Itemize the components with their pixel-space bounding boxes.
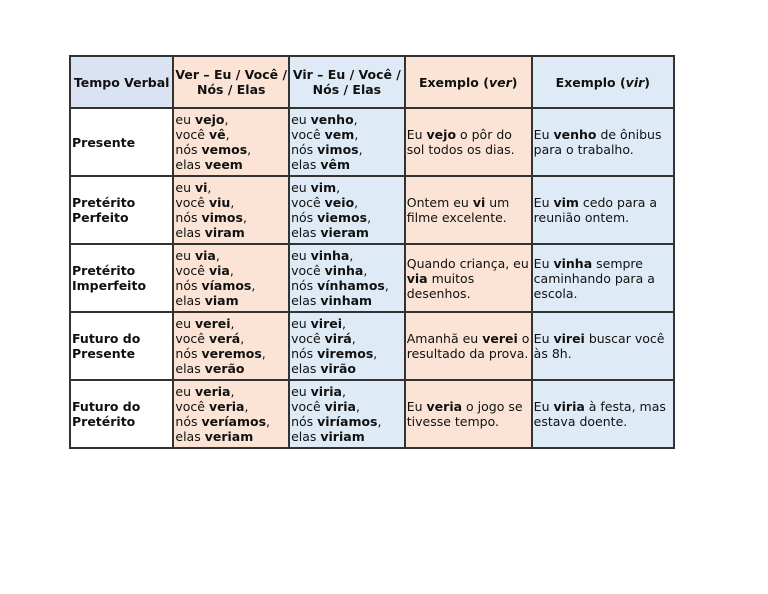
- exemplo-vir-cell: [532, 380, 674, 448]
- exemplo-ver-cell: [405, 108, 532, 176]
- pronoun: elas: [291, 225, 321, 240]
- verb-form: vimos: [201, 210, 243, 225]
- verb-form: vinham: [320, 293, 373, 308]
- verb-form: virei: [310, 316, 343, 331]
- vir-form-line: [291, 180, 403, 195]
- punctuation: ,: [230, 195, 235, 210]
- pronoun: eu: [291, 316, 311, 331]
- vir-form-line: [291, 384, 403, 399]
- example-after: o pôr do sol todos os dias.: [406, 127, 515, 157]
- verb-form: vêm: [320, 157, 351, 172]
- vir-form-line: [291, 331, 403, 346]
- verb-form: víamos: [201, 278, 252, 293]
- pronoun: elas: [175, 157, 205, 172]
- punctuation: ,: [341, 384, 346, 399]
- header-exemplo-ver-close: ): [511, 74, 518, 90]
- ver-form-line: [175, 127, 287, 142]
- exemplo-vir-sentence: [534, 399, 672, 429]
- header-exemplo-vir-close: ): [644, 74, 650, 90]
- verb-form: vemos: [201, 142, 248, 157]
- verb-form: via: [194, 248, 216, 263]
- ver-conjugation-cell: [173, 380, 289, 448]
- example-before: Eu: [533, 255, 554, 271]
- punctuation: ,: [224, 112, 229, 127]
- exemplo-ver-cell: [405, 312, 532, 380]
- verb-form: viria: [324, 399, 356, 414]
- verb-form: vimos: [317, 142, 359, 157]
- verb-form: vinha: [324, 263, 364, 278]
- pronoun: elas: [291, 361, 321, 376]
- verb-form: vi: [194, 180, 208, 195]
- punctuation: ,: [342, 316, 347, 331]
- pronoun: eu: [175, 316, 195, 331]
- example-verb: vejo: [426, 127, 457, 142]
- verb-form: veriam: [204, 429, 254, 444]
- pronoun: eu: [291, 112, 311, 127]
- pronoun: nós: [175, 210, 202, 225]
- example-verb: vinha: [553, 255, 593, 271]
- verb-form: venho: [310, 112, 354, 127]
- pronoun: elas: [291, 429, 321, 444]
- ver-form-line: [175, 142, 287, 157]
- exemplo-ver-sentence: [407, 399, 530, 429]
- punctuation: ,: [355, 399, 360, 414]
- header-exemplo-ver-verb: ver: [488, 74, 512, 90]
- header-exemplo-vir-verb: vir: [625, 74, 645, 90]
- pronoun: nós: [291, 346, 318, 361]
- punctuation: ,: [266, 414, 271, 429]
- example-before: Ontem eu: [406, 195, 473, 210]
- tempo-verbal-cell: Presente: [70, 108, 173, 176]
- verb-form: viremos: [317, 346, 374, 361]
- ver-form-line: [175, 263, 287, 278]
- verb-form: viam: [204, 293, 239, 308]
- example-after: um filme excelente.: [406, 195, 510, 225]
- example-verb: vim: [553, 195, 579, 210]
- ver-form-line: [175, 112, 287, 127]
- example-before: Eu: [533, 331, 554, 346]
- ver-conjugation-cell: [173, 176, 289, 244]
- pronoun: elas: [175, 429, 205, 444]
- example-verb: verei: [482, 331, 518, 346]
- vir-form-line: [291, 195, 403, 210]
- verb-form: viu: [208, 195, 231, 210]
- exemplo-ver-sentence: [407, 331, 530, 361]
- verb-form: vem: [324, 127, 355, 142]
- verb-form: virão: [320, 361, 356, 376]
- vir-form-line: [291, 248, 403, 263]
- header-row: [70, 56, 674, 108]
- vir-form-line: [291, 127, 403, 142]
- pronoun: você: [175, 331, 209, 346]
- tempo-verbal-cell: Pretérito Perfeito: [70, 176, 173, 244]
- tempo-verbal-cell: Futuro do Presente: [70, 312, 173, 380]
- punctuation: ,: [244, 399, 249, 414]
- ver-form-line: [175, 316, 287, 331]
- pronoun: elas: [291, 293, 321, 308]
- pronoun: você: [291, 195, 325, 210]
- example-after: buscar você às 8h.: [533, 331, 665, 361]
- verb-form: veremos: [201, 346, 262, 361]
- example-after: cedo para a reunião ontem.: [533, 195, 658, 225]
- exemplo-ver-cell: [405, 380, 532, 448]
- punctuation: ,: [242, 210, 247, 225]
- punctuation: ,: [336, 180, 341, 195]
- table-row: [70, 108, 674, 176]
- vir-conjugation-cell: [289, 244, 405, 312]
- exemplo-vir-sentence: [534, 127, 672, 157]
- conjugation-table: [69, 55, 675, 449]
- exemplo-ver-cell: [405, 176, 532, 244]
- vir-form-line: [291, 225, 403, 240]
- punctuation: ,: [230, 384, 235, 399]
- example-before: Eu: [406, 127, 427, 142]
- example-verb: veria: [426, 399, 463, 414]
- verb-form: via: [208, 263, 230, 278]
- table-row: [70, 312, 674, 380]
- vir-conjugation-cell: [289, 312, 405, 380]
- vir-conjugation-cell: [289, 176, 405, 244]
- vir-form-line: [291, 263, 403, 278]
- exemplo-vir-cell: [532, 312, 674, 380]
- pronoun: eu: [175, 180, 195, 195]
- example-verb: via: [406, 270, 428, 286]
- header-exemplo-vir: [532, 56, 674, 108]
- punctuation: ,: [251, 278, 256, 293]
- verb-form: verão: [204, 361, 245, 376]
- exemplo-ver-sentence: [407, 256, 530, 301]
- pronoun: eu: [291, 180, 311, 195]
- verb-form: vinha: [310, 248, 350, 263]
- example-before: Eu: [406, 399, 427, 414]
- punctuation: ,: [384, 278, 389, 293]
- punctuation: ,: [363, 263, 368, 278]
- example-verb: virei: [553, 331, 585, 346]
- pronoun: eu: [291, 248, 311, 263]
- vir-form-line: [291, 293, 403, 308]
- verb-form: viria: [310, 384, 342, 399]
- vir-form-line: [291, 278, 403, 293]
- table-row: [70, 380, 674, 448]
- punctuation: ,: [240, 331, 245, 346]
- verb-form: verá: [208, 331, 241, 346]
- table-row: [70, 176, 674, 244]
- example-before: Eu: [533, 195, 554, 210]
- punctuation: ,: [215, 248, 220, 263]
- document-page: [69, 55, 675, 449]
- header-exemplo-vir-prefix: Exemplo (: [555, 74, 626, 90]
- ver-form-line: [175, 157, 287, 172]
- verb-form: virá: [324, 331, 352, 346]
- punctuation: ,: [351, 331, 356, 346]
- ver-conjugation-cell: [173, 108, 289, 176]
- ver-conjugation-cell: [173, 244, 289, 312]
- punctuation: ,: [377, 414, 382, 429]
- header-ver: Ver – Eu / Você / Nós / Elas: [173, 56, 289, 108]
- pronoun: eu: [175, 384, 195, 399]
- example-before: Amanhã eu: [406, 331, 483, 346]
- pronoun: você: [291, 399, 325, 414]
- example-after: de ônibus para o trabalho.: [533, 127, 662, 157]
- vir-form-line: [291, 210, 403, 225]
- table-row: [70, 244, 674, 312]
- pronoun: nós: [175, 346, 202, 361]
- ver-form-line: [175, 346, 287, 361]
- pronoun: você: [175, 399, 209, 414]
- vir-conjugation-cell: [289, 108, 405, 176]
- pronoun: elas: [291, 157, 321, 172]
- pronoun: você: [175, 127, 209, 142]
- exemplo-ver-cell: [405, 244, 532, 312]
- exemplo-ver-sentence: [407, 195, 530, 225]
- exemplo-vir-sentence: [534, 331, 672, 361]
- verb-form: veem: [204, 157, 243, 172]
- verb-form: vejo: [194, 112, 225, 127]
- verb-form: vê: [208, 127, 226, 142]
- pronoun: elas: [175, 225, 205, 240]
- pronoun: você: [291, 263, 325, 278]
- example-after: o jogo se tivesse tempo.: [406, 399, 523, 429]
- exemplo-vir-sentence: [534, 195, 672, 225]
- header-exemplo-ver: [405, 56, 532, 108]
- example-after: sempre caminhando para a escola.: [533, 255, 655, 301]
- example-before: Eu: [533, 399, 554, 414]
- ver-form-line: [175, 248, 287, 263]
- header-tempo-verbal: Tempo Verbal: [70, 56, 173, 108]
- header-exemplo-ver-prefix: Exemplo (: [418, 74, 489, 90]
- vir-form-line: [291, 157, 403, 172]
- verb-form: viríamos: [317, 414, 378, 429]
- verb-form: vim: [310, 180, 337, 195]
- vir-form-line: [291, 316, 403, 331]
- pronoun: nós: [291, 278, 318, 293]
- vir-conjugation-cell: [289, 380, 405, 448]
- ver-form-line: [175, 399, 287, 414]
- punctuation: ,: [261, 346, 266, 361]
- pronoun: elas: [175, 293, 205, 308]
- punctuation: ,: [225, 127, 230, 142]
- punctuation: ,: [354, 127, 359, 142]
- punctuation: ,: [367, 210, 372, 225]
- pronoun: você: [291, 127, 325, 142]
- pronoun: nós: [175, 142, 202, 157]
- pronoun: nós: [291, 210, 318, 225]
- verb-form: veria: [194, 384, 231, 399]
- vir-form-line: [291, 361, 403, 376]
- ver-conjugation-cell: [173, 312, 289, 380]
- example-before: Eu: [533, 127, 554, 142]
- vir-form-line: [291, 112, 403, 127]
- ver-form-line: [175, 429, 287, 444]
- pronoun: você: [291, 331, 325, 346]
- example-after: muitos desenhos.: [406, 270, 475, 301]
- ver-form-line: [175, 195, 287, 210]
- example-verb: viria: [553, 399, 585, 414]
- example-verb: venho: [553, 127, 597, 142]
- pronoun: nós: [175, 414, 202, 429]
- verb-form: viriam: [320, 429, 365, 444]
- exemplo-vir-cell: [532, 244, 674, 312]
- header-vir: Vir – Eu / Você / Nós / Elas: [289, 56, 405, 108]
- tempo-verbal-cell: Pretérito Imperfeito: [70, 244, 173, 312]
- verb-form: viram: [204, 225, 245, 240]
- punctuation: ,: [358, 142, 363, 157]
- ver-form-line: [175, 414, 287, 429]
- ver-form-line: [175, 361, 287, 376]
- example-after: à festa, mas estava doente.: [533, 399, 666, 429]
- pronoun: você: [175, 263, 209, 278]
- verb-form: veria: [208, 399, 245, 414]
- exemplo-vir-cell: [532, 176, 674, 244]
- example-verb: vi: [472, 195, 486, 210]
- vir-form-line: [291, 346, 403, 361]
- pronoun: você: [175, 195, 209, 210]
- pronoun: eu: [291, 384, 311, 399]
- punctuation: ,: [349, 248, 354, 263]
- example-after: o resultado da prova.: [406, 331, 530, 361]
- pronoun: elas: [175, 361, 205, 376]
- ver-form-line: [175, 278, 287, 293]
- punctuation: ,: [247, 142, 252, 157]
- punctuation: ,: [354, 195, 359, 210]
- ver-form-line: [175, 331, 287, 346]
- pronoun: eu: [175, 248, 195, 263]
- vir-form-line: [291, 414, 403, 429]
- ver-form-line: [175, 384, 287, 399]
- vir-form-line: [291, 142, 403, 157]
- verb-form: verei: [194, 316, 231, 331]
- punctuation: ,: [229, 263, 234, 278]
- verb-form: vieram: [320, 225, 369, 240]
- ver-form-line: [175, 225, 287, 240]
- verb-form: viemos: [317, 210, 368, 225]
- punctuation: ,: [230, 316, 235, 331]
- pronoun: eu: [175, 112, 195, 127]
- punctuation: ,: [353, 112, 358, 127]
- verb-form: veio: [324, 195, 355, 210]
- ver-form-line: [175, 180, 287, 195]
- exemplo-ver-sentence: [407, 127, 530, 157]
- vir-form-line: [291, 399, 403, 414]
- punctuation: ,: [207, 180, 212, 195]
- exemplo-vir-cell: [532, 108, 674, 176]
- verb-form: vínhamos: [317, 278, 385, 293]
- tempo-verbal-cell: Futuro do Pretérito: [70, 380, 173, 448]
- vir-form-line: [291, 429, 403, 444]
- pronoun: nós: [291, 142, 318, 157]
- ver-form-line: [175, 293, 287, 308]
- ver-form-line: [175, 210, 287, 225]
- punctuation: ,: [373, 346, 378, 361]
- pronoun: nós: [291, 414, 318, 429]
- verb-form: veríamos: [201, 414, 267, 429]
- exemplo-vir-sentence: [534, 256, 672, 301]
- pronoun: nós: [175, 278, 202, 293]
- example-before: Quando criança, eu: [406, 255, 529, 271]
